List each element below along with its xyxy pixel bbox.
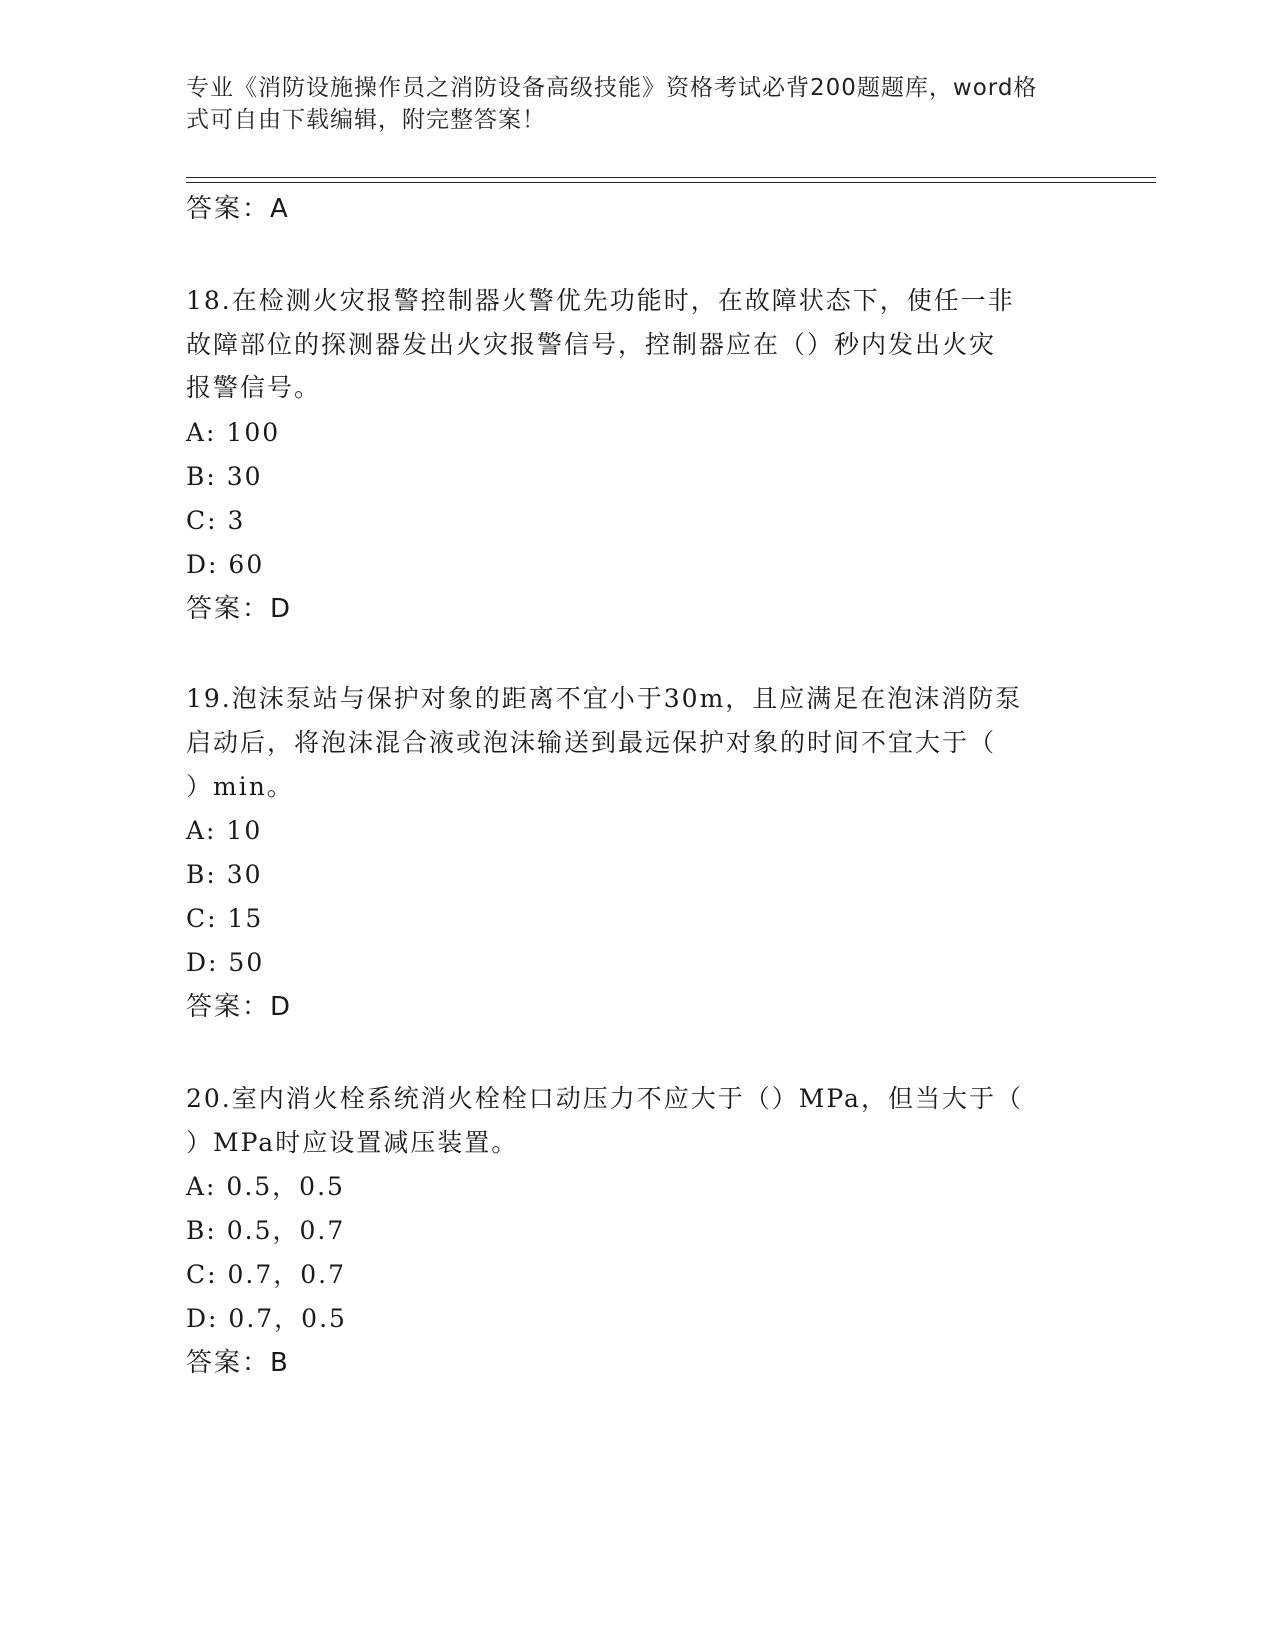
option-c: C: 3 [186,506,246,535]
question-text-line: 20.室内消火栓系统消火栓栓口动压力不应大于（）MPa，但当大于（ [186,1084,1023,1113]
question-text-line: 19.泡沫泵站与保护对象的距离不宜小于30m，且应满足在泡沫消防泵 [186,684,1023,713]
header-divider-bottom [186,182,1156,183]
option-a: A: 10 [186,816,263,845]
option-b: B: 30 [186,462,263,491]
option-c: C: 0.7，0.7 [186,1260,347,1289]
option-b: B: 0.5，0.7 [186,1216,346,1245]
question-text-line: 18.在检测火灾报警控制器火警优先功能时，在故障状态下，使任一非 [186,286,1015,315]
option-c: C: 15 [186,904,264,933]
option-d: D: 0.7，0.5 [186,1304,347,1333]
option-d: D: 50 [186,948,265,977]
option-a: A: 0.5，0.5 [186,1172,345,1201]
header-divider-top [186,177,1156,178]
question-text-line: ）min。 [186,772,294,801]
previous-answer: 答案：A [186,194,290,224]
question-text-line: 故障部位的探测器发出火灾报警信号，控制器应在（）秒内发出火灾 [186,330,997,359]
document-header [186,72,1066,136]
answer: 答案：D [186,992,293,1022]
header-line-1: 专业《消防设施操作员之消防设备高级技能》资格考试必背200题题库，word格 [186,75,1038,101]
option-d: D: 60 [186,550,265,579]
option-b: B: 30 [186,860,263,889]
answer: 答案：D [186,594,293,624]
option-a: A: 100 [186,418,281,447]
header-line-2: 式可自由下载编辑，附完整答案！ [186,107,546,133]
answer: 答案：B [186,1348,290,1378]
question-text-line: 报警信号。 [186,373,322,402]
question-text-line: ）MPa时应设置减压装置。 [186,1128,519,1157]
question-text-line: 启动后，将泡沫混合液或泡沫输送到最远保护对象的时间不宜大于（ [186,728,997,757]
